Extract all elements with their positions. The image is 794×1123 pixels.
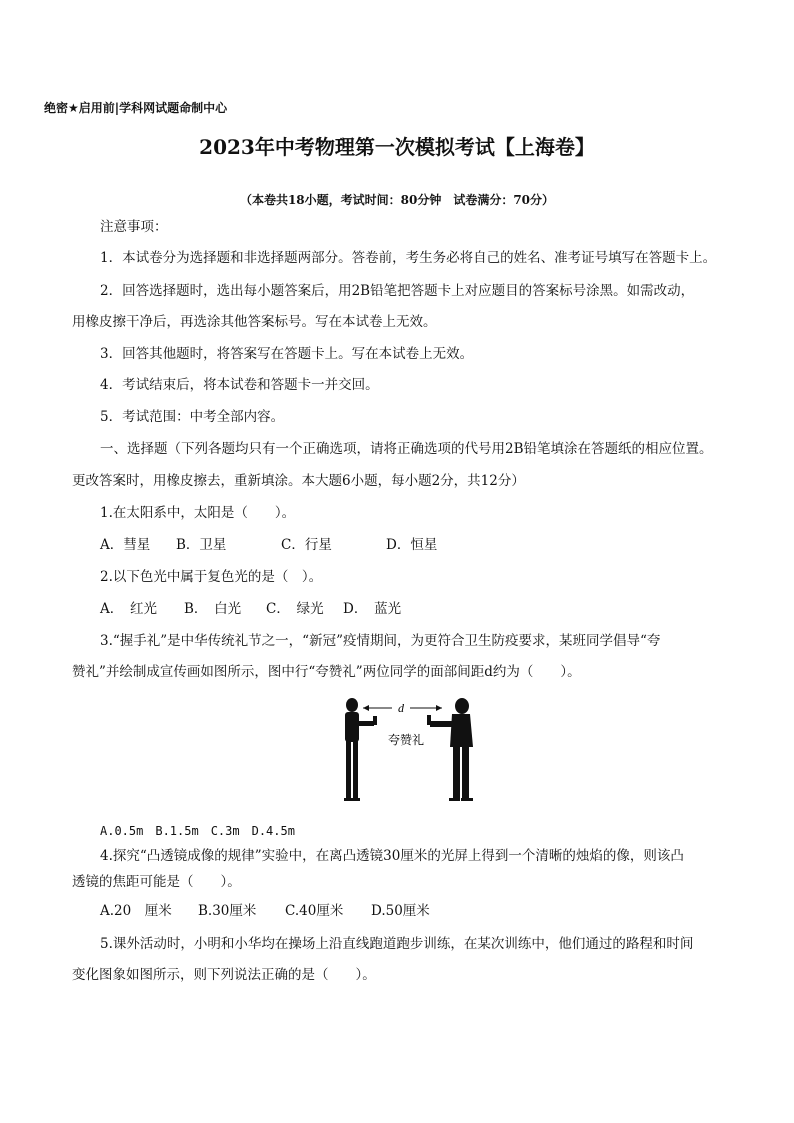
q1-option-d: D．恒星 — [386, 537, 438, 553]
q5-stem-line1: 5.课外活动时，小明和小华均在操场上沿直线跑道跑步训练，在某次训练中，他们通过的路程和时间 — [100, 936, 694, 952]
q4-option-a: A.20 厘米 — [100, 903, 172, 919]
q1-stem: 1.在太阳系中，太阳是（ ）。 — [100, 505, 296, 521]
q1-option-c: C．行星 — [281, 537, 332, 553]
figure-caption: 夸赞礼 — [387, 733, 425, 747]
section1-heading-cont: 更改答案时，用橡皮擦去，重新填涂。本大题6小题，每小题2分，共12分） — [72, 473, 525, 489]
q2-option-d: D． 蓝光 — [343, 601, 402, 617]
exam-subtitle: （本卷共18小题，考试时间：80分钟 试卷满分：70分） — [239, 193, 555, 207]
q3-stem-line1: 3.“握手礼”是中华传统礼节之一，“新冠”疫情期间，为更符合卫生防疫要求，某班同学倡导“夸 — [100, 633, 661, 649]
notice-heading: 注意事项： — [100, 219, 168, 235]
notice-item-1: 1．本试卷分为选择题和非选择题两部分。答卷前，考生务必将自己的姓名、准考证号填写在答题卡上。 — [100, 250, 717, 266]
notice-item-4: 4．考试结束后，将本试卷和答题卡一并交回。 — [100, 377, 379, 393]
q2-stem: 2.以下色光中属于复色光的是（ ）。 — [100, 569, 323, 585]
notice-item-3: 3．回答其他题时，将答案写在答题卡上。写在本试卷上无效。 — [100, 346, 474, 362]
q4-stem-line2: 透镜的焦距可能是（ ）。 — [72, 874, 241, 890]
left-person-silhouette — [344, 698, 377, 801]
section1-heading: 一、选择题（下列各题均只有一个正确选项，请将正确选项的代号用2B铅笔填涂在答题纸的相应位置。 — [100, 441, 713, 457]
q2-option-b: B． 白光 — [184, 601, 242, 617]
q3-stem-line2: 赞礼”并绘制成宣传画如图所示，图中行“夸赞礼”两位同学的面部间距d约为（ ）。 — [72, 664, 581, 680]
notice-item-2-cont: 用橡皮擦干净后，再选涂其他答案标号。写在本试卷上无效。 — [72, 314, 437, 330]
distance-label: d — [398, 701, 404, 715]
q2-option-c: C． 绿光 — [266, 601, 324, 617]
q4-option-c: C.40厘米 — [285, 903, 344, 919]
q4-stem-line1: 4.探究“凸透镜成像的规律”实验中，在离凸透镜30厘米的光屏上得到一个清晰的烛焰的像，则该凸 — [100, 848, 684, 864]
notice-item-2: 2．回答选择题时，选出每小题答案后，用2B铅笔把答题卡上对应题目的答案标号涂黑。如需改动， — [100, 283, 695, 299]
q3-options: A.0.5m B.1.5m C.3m D.4.5m — [100, 824, 295, 838]
exam-title: 2023年中考物理第一次模拟考试【上海卷】 — [199, 135, 595, 159]
q2-option-a: A． 红光 — [100, 601, 157, 617]
q4-option-d: D.50厘米 — [371, 903, 430, 919]
q1-option-b: B．卫星 — [176, 537, 227, 553]
confidential-header: 绝密★启用前|学科网试题命制中心 — [44, 101, 228, 115]
q5-stem-line2: 变化图象如图所示，则下列说法正确的是（ ）。 — [72, 967, 376, 983]
notice-item-5: 5．考试范围：中考全部内容。 — [100, 409, 285, 425]
q1-option-a: A．彗星 — [100, 537, 151, 553]
right-person-silhouette — [427, 698, 473, 801]
q4-option-b: B.30厘米 — [198, 903, 257, 919]
thumbs-up-greeting-figure — [330, 695, 476, 805]
